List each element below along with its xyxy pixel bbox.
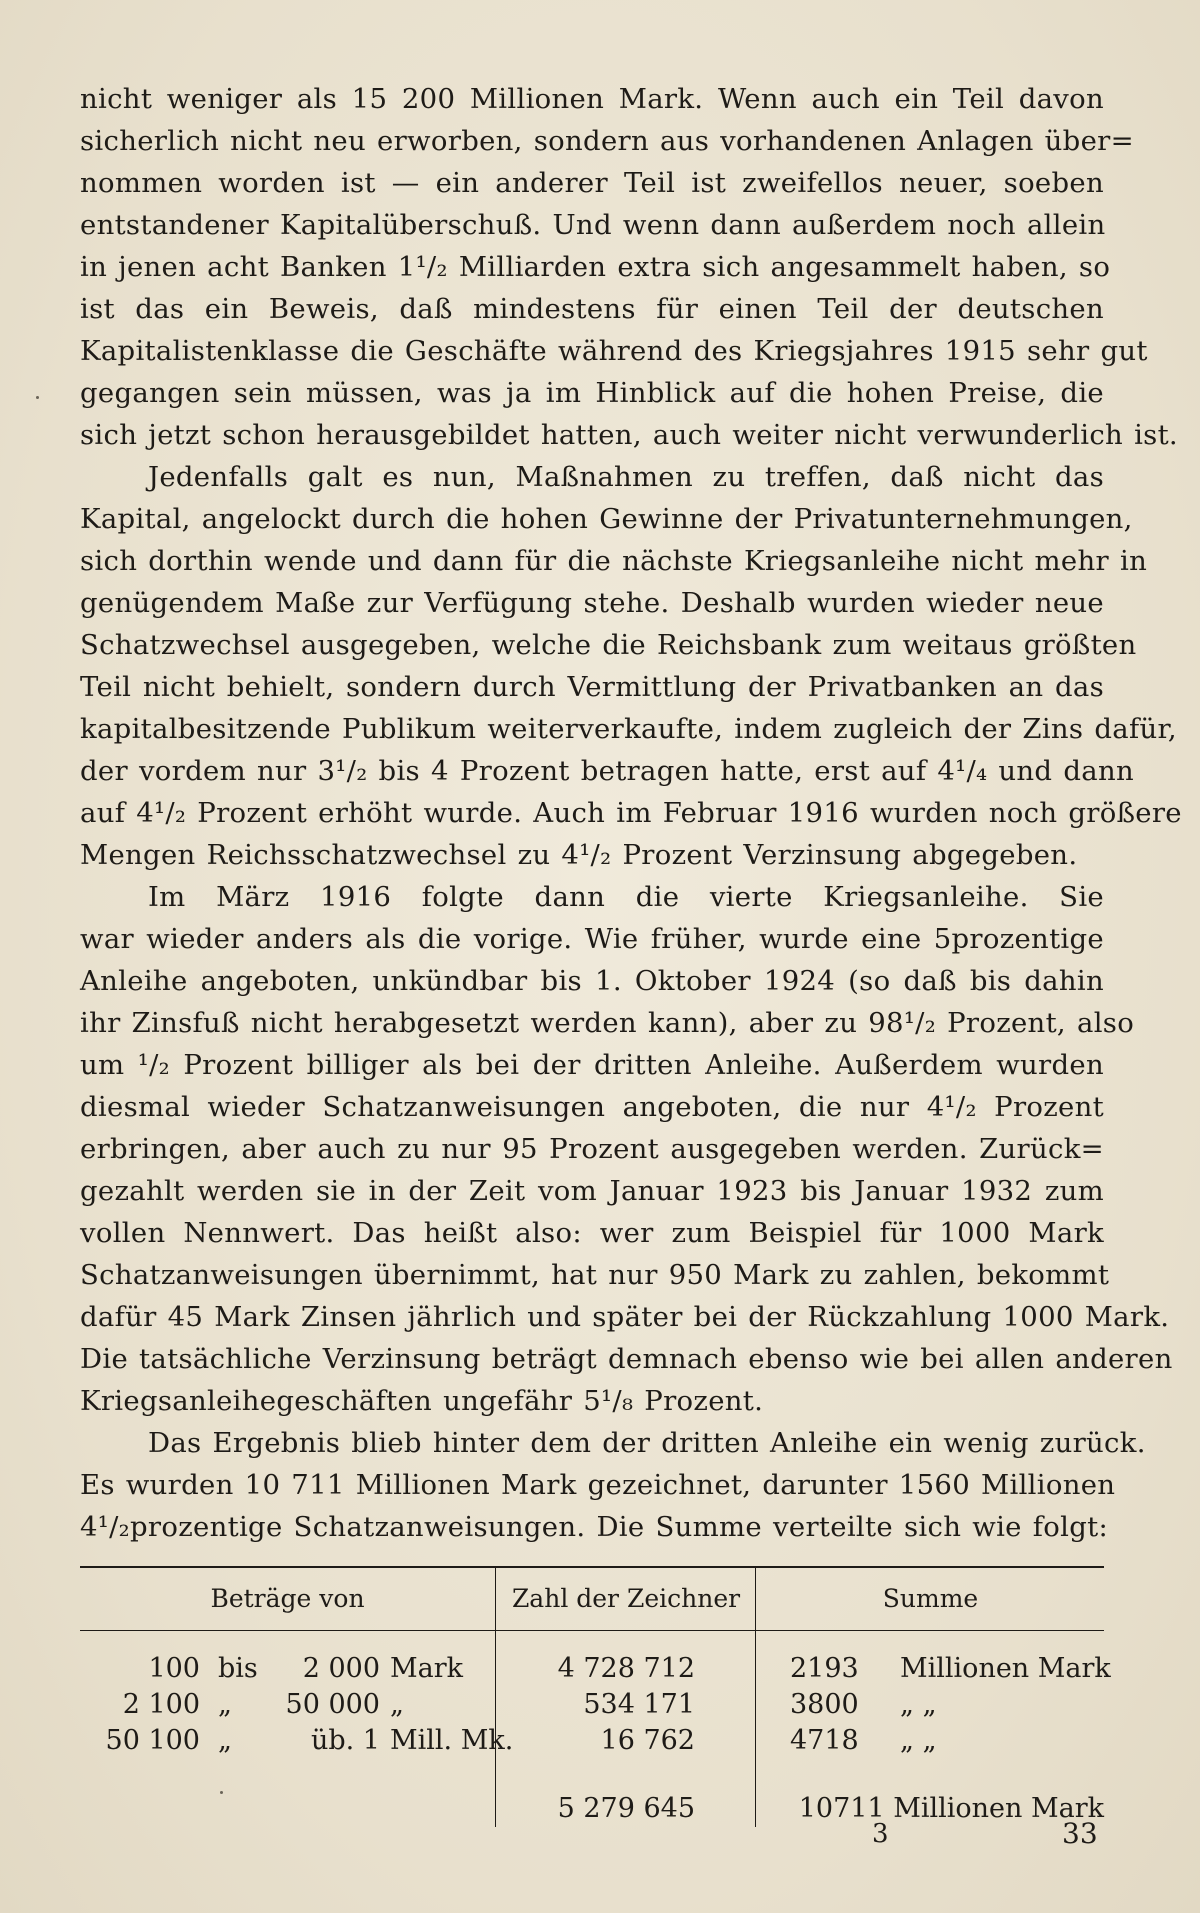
text-line: vollen Nennwert. Das heißt also: wer zum Beispiel für 1000 Mark	[80, 1217, 1104, 1249]
cell-amount-from: 50 100	[105, 1725, 200, 1756]
cell-sum-unit: Millionen Mark	[900, 1653, 1111, 1684]
cell-amount-from: 100	[148, 1653, 200, 1684]
table-body	[80, 1631, 1111, 1791]
text-line: Jedenfalls galt es nun, Maßnahmen zu treffen, daß nicht das	[148, 461, 1104, 493]
table-row	[80, 1651, 1111, 1687]
cell-subscriber-count: 16 762	[600, 1725, 695, 1756]
text-line: ist das ein Beweis, daß mindestens für einen Teil der deutschen	[80, 293, 1104, 325]
cell-sum: 4718	[790, 1725, 859, 1756]
text-line: 4¹/₂prozentige Schatzanweisungen. Die Summe verteilte sich wie folgt:	[80, 1511, 1109, 1543]
subscription-table	[80, 1566, 1111, 1839]
signature-mark: 3	[872, 1819, 889, 1849]
cell-amount-to: 50 000	[285, 1689, 380, 1720]
text-line: Schatzwechsel ausgegeben, welche die Reichsbank zum weitaus größten	[80, 629, 1137, 661]
cell-unit: Mark	[390, 1653, 464, 1684]
text-line: Im März 1916 folgte dann die vierte Kriegsanleihe. Sie	[148, 881, 1104, 913]
text-line: diesmal wieder Schatzanweisungen angeboten, die nur 4¹/₂ Prozent	[80, 1091, 1104, 1123]
text-line: nommen worden ist — ein anderer Teil ist zweifellos neuer, soeben	[80, 167, 1104, 199]
total-sum: 10711 Millionen Mark	[798, 1793, 1104, 1824]
text-line: um ¹/₂ Prozent billiger als bei der dritten Anleihe. Außerdem wurden	[80, 1049, 1104, 1081]
cell-subscriber-count: 534 171	[583, 1689, 695, 1720]
cell-sum-unit: „ „	[900, 1689, 937, 1720]
text-line: auf 4¹/₂ Prozent erhöht wurde. Auch im Februar 1916 wurden noch größere	[80, 797, 1182, 829]
text-line: Kapital, angelockt durch die hohen Gewinne der Privatunternehmungen,	[80, 503, 1133, 535]
body-text	[80, 78, 1182, 1548]
text-line: Kriegsanleihegeschäften ungefähr 5¹/₈ Prozent.	[80, 1385, 764, 1417]
cell-subscriber-count: 4 728 712	[557, 1653, 695, 1684]
text-line: Die tatsächliche Verzinsung beträgt demnach ebenso wie bei allen anderen	[80, 1343, 1173, 1375]
cell-unit: Mill. Mk.	[390, 1725, 514, 1756]
text-line: sich jetzt schon herausgebildet hatten, auch weiter nicht verwunderlich ist.	[80, 419, 1178, 451]
page-number: 33	[1062, 1817, 1098, 1850]
text-line: sich dorthin wende und dann für die nächste Kriegsanleihe nicht mehr in	[80, 545, 1148, 577]
text-line: Teil nicht behielt, sondern durch Vermittlung der Privatbanken an das	[80, 671, 1104, 703]
text-line: kapitalbesitzende Publikum weiterverkaufte, indem zugleich der Zins dafür,	[80, 713, 1177, 745]
header-subscribers: Zahl der Zeichner	[495, 1568, 756, 1630]
table-totals	[80, 1791, 1104, 1839]
header-amounts: Beträge von	[210, 1584, 365, 1613]
cell-unit: „	[390, 1689, 404, 1720]
text-line: Das Ergebnis blieb hinter dem der dritten Anleihe ein wenig zurück.	[148, 1427, 1146, 1459]
text-line: entstandener Kapitalüberschuß. Und wenn dann außerdem noch allein	[80, 209, 1106, 241]
text-line: gegangen sein müssen, was ja im Hinblick auf die hohen Preise, die	[80, 377, 1104, 409]
cell-amount-from: 2 100	[122, 1689, 200, 1720]
cell-amount-to: üb. 1	[310, 1725, 380, 1756]
cell-sum: 3800	[790, 1689, 859, 1720]
text-line: war wieder anders als die vorige. Wie früher, wurde eine 5prozentige	[80, 923, 1104, 955]
text-line: Kapitalistenklasse die Geschäfte während des Kriegsjahres 1915 sehr gut	[80, 335, 1148, 367]
text-line: gezahlt werden sie in der Zeit vom Januar 1923 bis Januar 1932 zum	[80, 1175, 1104, 1207]
table-header	[80, 1568, 1104, 1631]
text-line: dafür 45 Mark Zinsen jährlich und später bei der Rückzahlung 1000 Mark.	[80, 1301, 1170, 1333]
cell-bis: „	[218, 1689, 232, 1720]
text-line: Schatzanweisungen übernimmt, hat nur 950 Mark zu zahlen, bekommt	[80, 1259, 1110, 1291]
total-divider	[755, 1791, 756, 1827]
text-line: Mengen Reichsschatzwechsel zu 4¹/₂ Prozent Verzinsung abgegeben.	[80, 839, 1078, 871]
text-line: ihr Zinsfuß nicht herabgesetzt werden kann), aber zu 98¹/₂ Prozent, also	[80, 1007, 1135, 1039]
cell-bis: bis	[218, 1653, 258, 1684]
paper-speck	[36, 396, 39, 399]
table-row	[80, 1687, 1104, 1723]
text-line: Anleihe angeboten, unkündbar bis 1. Oktober 1924 (so daß bis dahin	[80, 965, 1104, 997]
text-line: erbringen, aber auch zu nur 95 Prozent ausgegeben werden. Zurück=	[80, 1133, 1104, 1165]
text-line: Es wurden 10 711 Millionen Mark gezeichnet, darunter 1560 Millionen	[80, 1469, 1116, 1501]
header-sum: Summe	[755, 1568, 1105, 1630]
cell-amount-to: 2 000	[302, 1653, 380, 1684]
cell-bis: „	[218, 1725, 232, 1756]
total-subscribers: 5 279 645	[557, 1793, 695, 1824]
table-row	[80, 1723, 1104, 1759]
cell-sum-unit: „ „	[900, 1725, 937, 1756]
text-line: genügendem Maße zur Verfügung stehe. Deshalb wurden wieder neue	[80, 587, 1104, 619]
cell-sum: 2193	[790, 1653, 859, 1684]
paper-speck	[220, 1791, 223, 1794]
text-line: nicht weniger als 15 200 Millionen Mark. Wenn auch ein Teil davon	[80, 83, 1104, 115]
text-line: in jenen acht Banken 1¹/₂ Milliarden extra sich angesammelt haben, so	[80, 251, 1111, 283]
text-line: der vordem nur 3¹/₂ bis 4 Prozent betragen hatte, erst auf 4¹/₄ und dann	[80, 755, 1134, 787]
text-line: sicherlich nicht neu erworben, sondern aus vorhandenen Anlagen über=	[80, 125, 1134, 157]
